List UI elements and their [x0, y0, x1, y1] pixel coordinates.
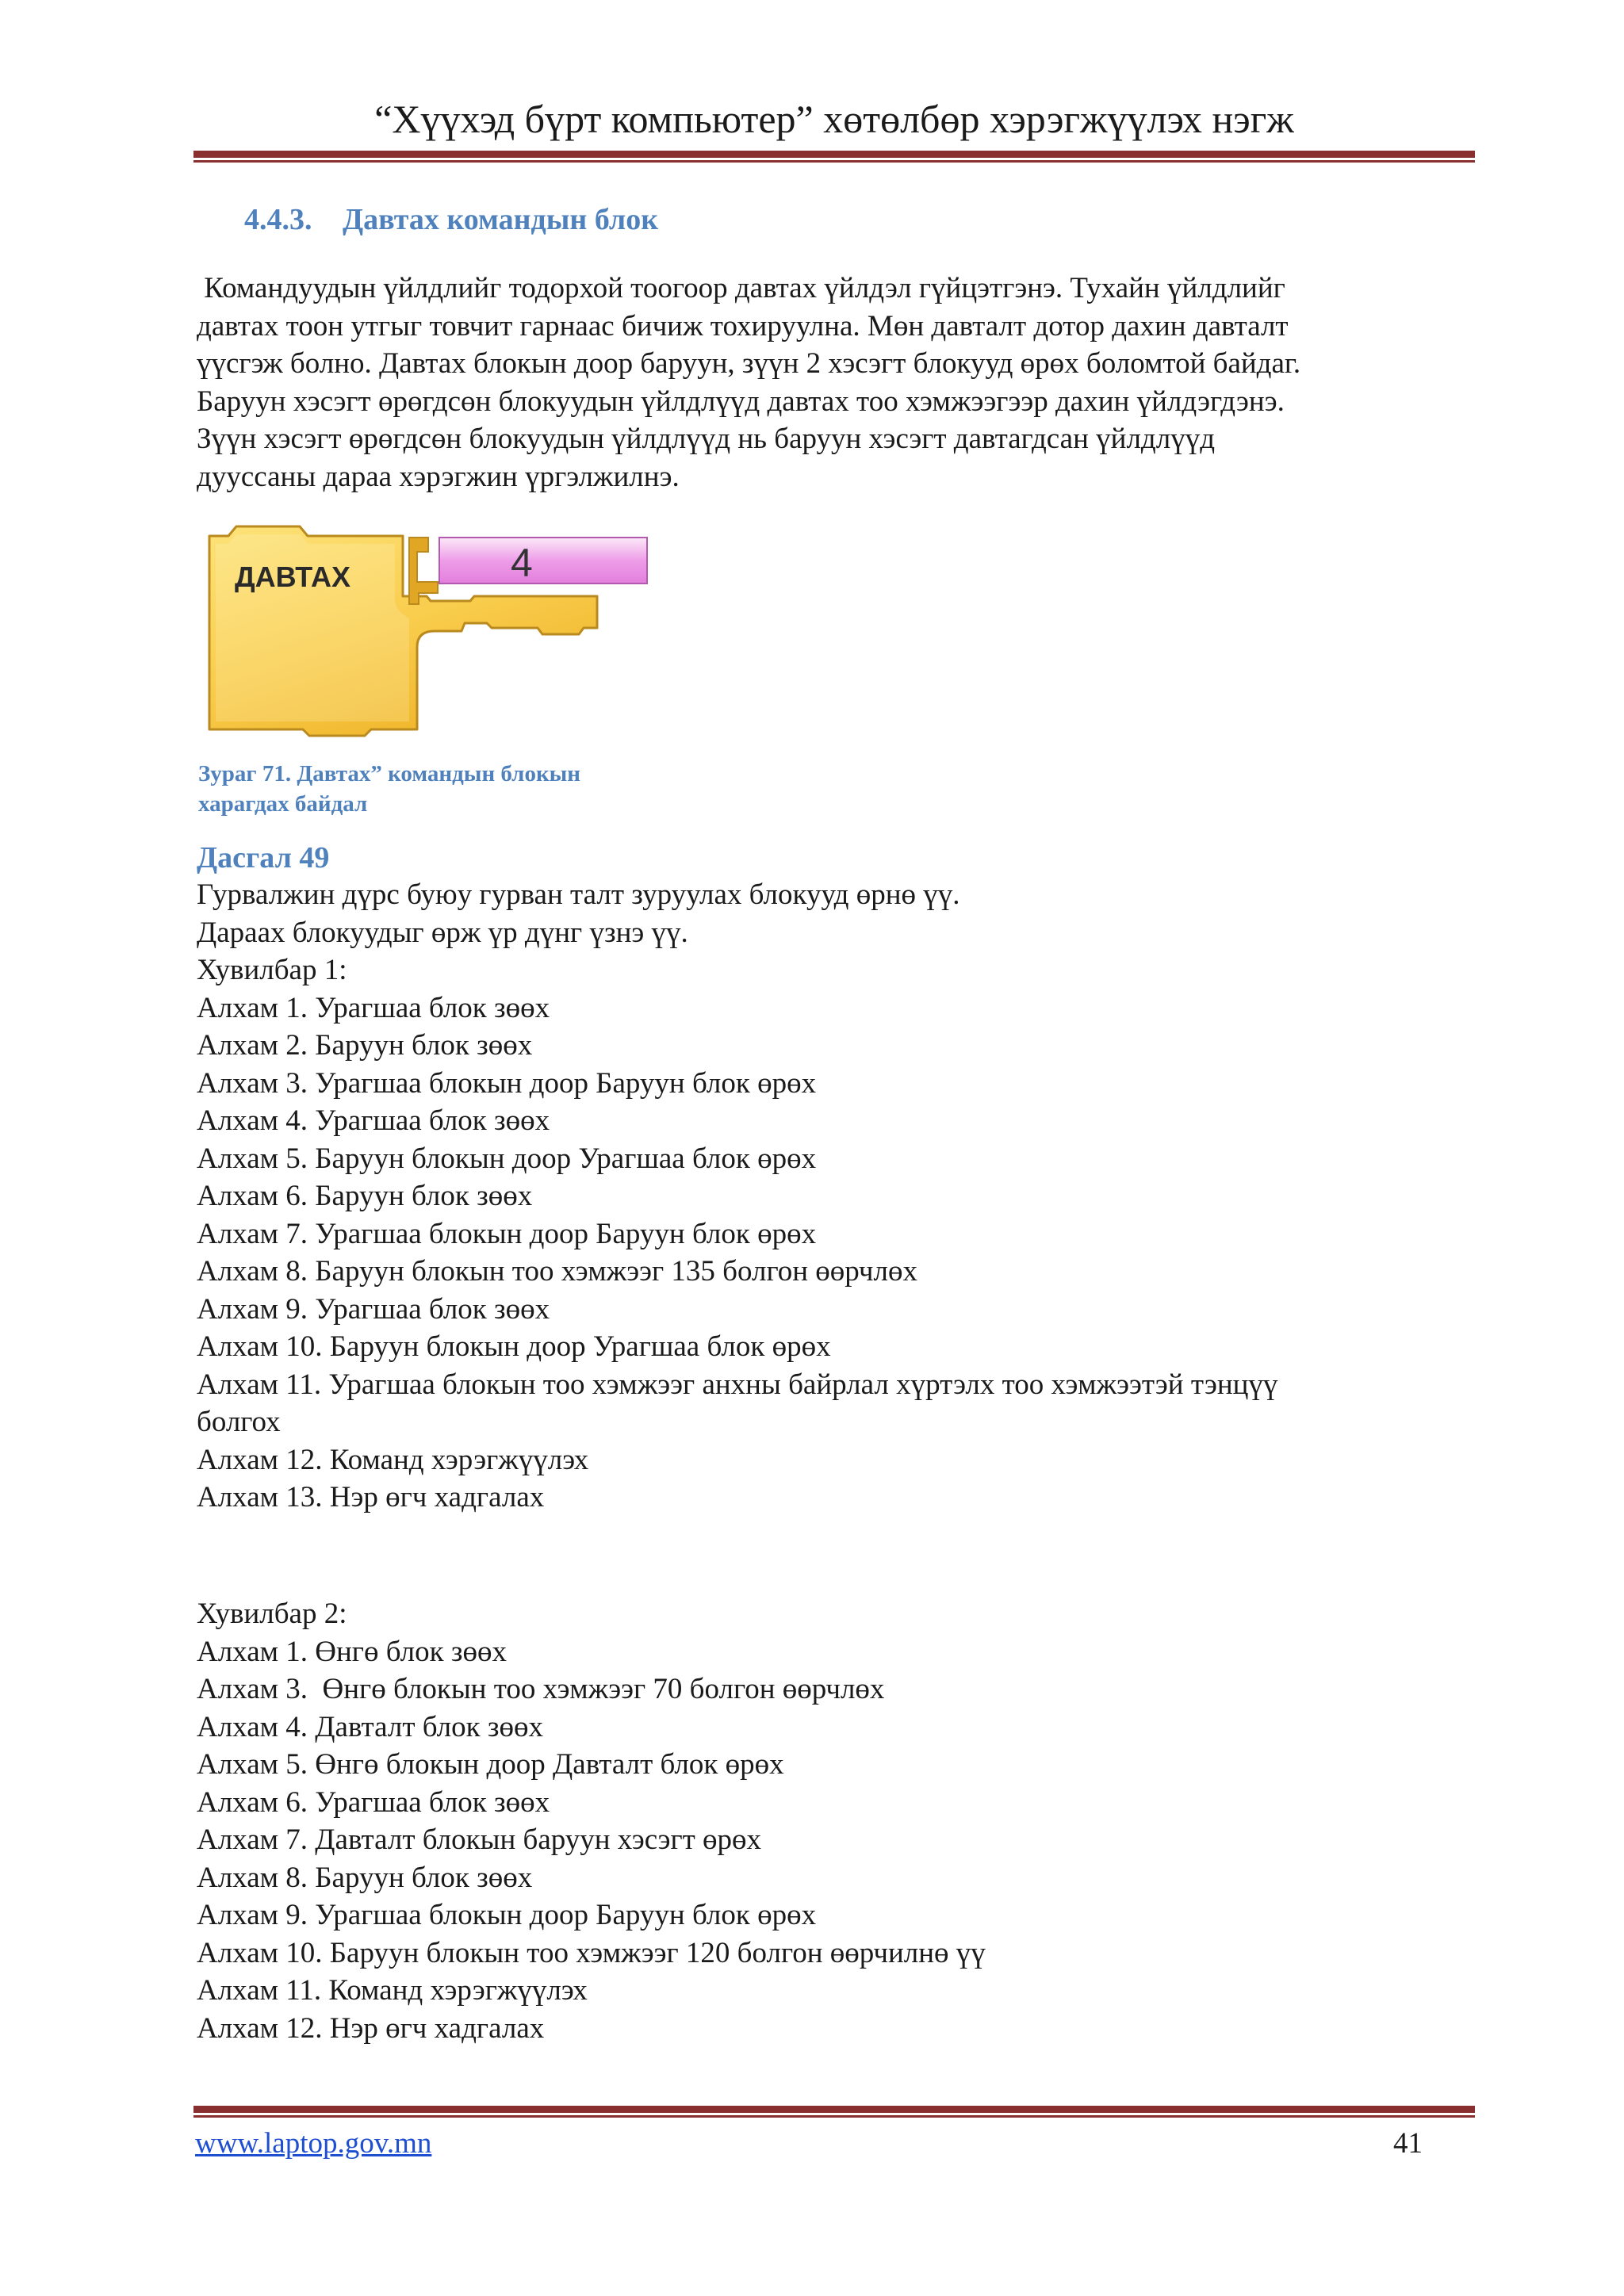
- intro-line: Зүүн хэсэгт өрөгдсөн блокуудын үйлдлүүд нь баруун хэсэгт давтагдсан үйлдлүүд: [197, 423, 1216, 455]
- step-line: Алхам 4. Давталт блок зөөх: [197, 1710, 543, 1743]
- step-line: Алхам 5. Баруун блокын доор Урагшаа блок өрөх: [197, 1142, 817, 1175]
- repeat-value-slot[interactable]: [439, 538, 647, 584]
- step-line: Алхам 11. Урагшаа блокын тоо хэмжээг анхны байрлал хүртэлх тоо хэмжээтэй тэнцүү: [197, 1368, 1278, 1401]
- step-line: Алхам 7. Урагшаа блокын доор Баруун блок өрөх: [197, 1217, 817, 1250]
- step-line: Алхам 1. Өнгө блок зөөх: [197, 1635, 507, 1668]
- exercise-title: Дасгал 49: [197, 841, 330, 874]
- step-line: Алхам 10. Баруун блокын доор Урагшаа блок өрөх: [197, 1330, 831, 1363]
- step-line: Алхам 3. Өнгө блокын тоо хэмжээг 70 болгон өөрчлөх: [197, 1673, 885, 1705]
- caption-line: Зураг 71. Давтах” командын блокын: [198, 761, 581, 786]
- step-line: Алхам 5. Өнгө блокын доор Давталт блок өрөх: [197, 1748, 784, 1781]
- page-header-title: “Хүүхэд бүрт компьютер” хөтөлбөр хэрэгжүүлэх нэгж: [374, 97, 1294, 141]
- step-line: Алхам 3. Урагшаа блокын доор Баруун блок өрөх: [197, 1066, 817, 1100]
- step-line: Алхам 12. Команд хэрэгжүүлэх: [197, 1443, 589, 1476]
- step-line: Алхам 10. Баруун блокын тоо хэмжээг 120 болгон өөрчилнө үү: [197, 1936, 986, 1969]
- repeat-block-figure: [197, 517, 657, 737]
- step-line: Алхам 9. Урагшаа блокын доор Баруун блок өрөх: [197, 1899, 817, 1931]
- repeat-block-image: [197, 517, 657, 737]
- section-heading: [244, 200, 658, 239]
- step-line: Алхам 9. Урагшаа блок зөөх: [197, 1292, 550, 1326]
- intro-paragraph: [197, 270, 1481, 496]
- footer-rule: [193, 2106, 1475, 2118]
- step-line-continued: болгох: [197, 1406, 281, 1438]
- step-line: Алхам 6. Урагшаа блок зөөх: [197, 1785, 550, 1819]
- exercise-line: Гурвалжин дүрс буюу гурван талт зуруулах блокууд өрнө үү.: [197, 878, 960, 911]
- intro-line: Командуудын үйлдлийг тодорхой тоогоор давтах үйлдэл гүйцэтгэнэ. Тухайн үйлдлийг: [197, 272, 1285, 304]
- step-line: Алхам 8. Баруун блокын тоо хэмжээг 135 болгон өөрчлөх: [197, 1255, 917, 1288]
- caption-line: харагдах байдал: [198, 791, 368, 817]
- step-line: Алхам 4. Урагшаа блок зөөх: [197, 1104, 550, 1137]
- repeat-block-label: ДАВТАХ: [235, 561, 351, 593]
- exercise-line: Дараах блокуудыг өрж үр дүнг үзнэ үү.: [197, 916, 688, 949]
- repeat-block-value[interactable]: 4: [511, 541, 533, 585]
- header-rule: [193, 151, 1475, 163]
- step-line: Алхам 8. Баруун блок зөөх: [197, 1861, 533, 1894]
- section-title: Давтах командын блок: [343, 203, 659, 236]
- intro-line: Баруун хэсэгт өрөгдсөн блокуудын үйлдлүүд давтах тоо хэмжээгээр дахин үйлдэгдэнэ.: [197, 385, 1285, 418]
- step-line: Алхам 1. Урагшаа блок зөөх: [197, 991, 550, 1024]
- footer-website-link[interactable]: www.laptop.gov.mn: [195, 2127, 432, 2160]
- exercise-steps-variant-1: [197, 876, 1277, 1517]
- variant-heading: Хувилбар 2:: [197, 1598, 347, 1630]
- step-line: Алхам 12. Нэр өгч хадгалах: [197, 2011, 545, 2045]
- step-line: Алхам 6. Баруун блок зөөх: [197, 1180, 533, 1212]
- page-number: 41: [1393, 2127, 1423, 2160]
- step-line: Алхам 2. Баруун блок зөөх: [197, 1029, 533, 1062]
- step-line: Алхам 11. Команд хэрэгжүүлэх: [197, 1974, 588, 2007]
- section-number: 4.4.3.: [244, 203, 312, 236]
- exercise-steps-variant-2: [197, 1595, 986, 2047]
- figure-caption: [198, 759, 580, 819]
- intro-line: давтах тоон утгыг товчит гарнаас бичиж тохируулна. Мөн давталт дотор дахин давталт: [197, 309, 1289, 342]
- intro-line: үүсгэж болно. Давтах блокын доор баруун, зүүн 2 хэсэгт блокууд өрөх боломтой байдаг.: [197, 347, 1301, 380]
- intro-line: дууссаны дараа хэрэгжин үргэлжилнэ.: [197, 460, 680, 493]
- step-line: Алхам 13. Нэр өгч хадгалах: [197, 1481, 545, 1513]
- variant-heading: Хувилбар 1:: [197, 954, 347, 986]
- step-line: Алхам 7. Давталт блокын баруун хэсэгт өрөх: [197, 1823, 762, 1856]
